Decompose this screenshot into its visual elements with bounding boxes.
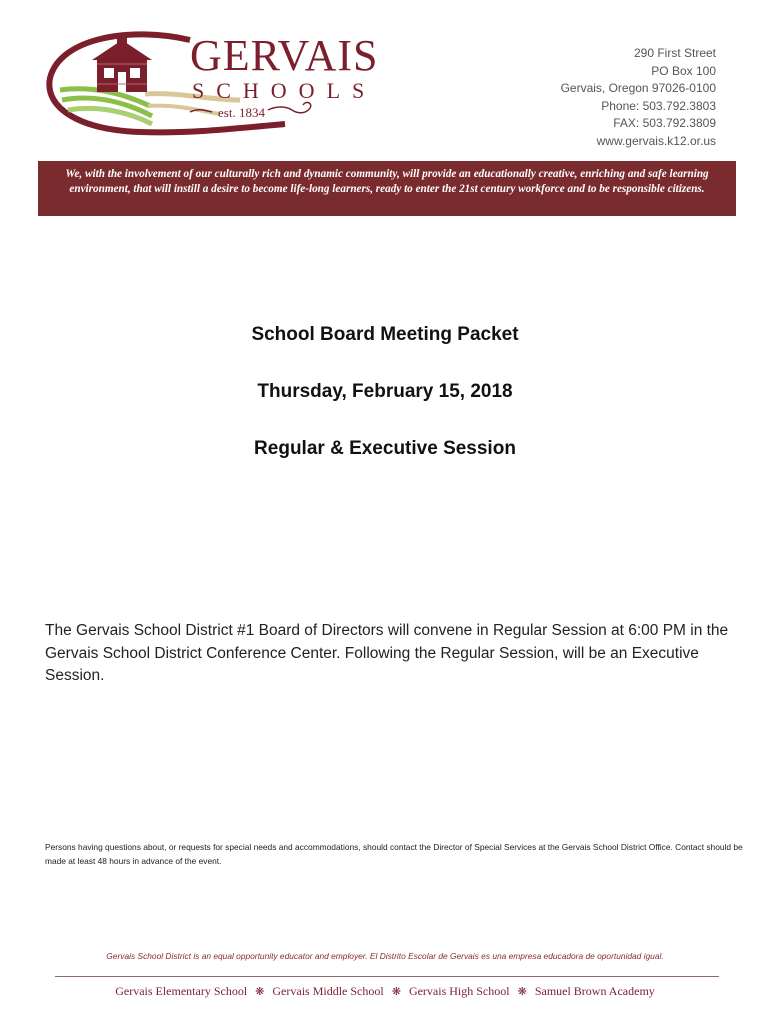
schools-footer bbox=[0, 984, 770, 999]
footer-school-middle: Gervais Middle School bbox=[272, 984, 384, 998]
logo-established: est. 1834 bbox=[218, 105, 265, 120]
logo-word-gervais: GERVAIS bbox=[190, 31, 379, 80]
address-fax: FAX: 503.792.3809 bbox=[613, 116, 716, 130]
address-website[interactable]: www.gervais.k12.or.us bbox=[596, 133, 716, 148]
footer-school-high: Gervais High School bbox=[408, 984, 510, 998]
separator-icon: ❋ bbox=[255, 986, 265, 998]
footer-school-elementary: Gervais Elementary School bbox=[115, 984, 248, 998]
address-po-box: PO Box 100 bbox=[651, 63, 716, 78]
address-street: 290 First Street bbox=[633, 46, 716, 60]
address-phone: Phone: 503.792.3803 bbox=[601, 98, 716, 113]
separator-icon: ❋ bbox=[391, 986, 401, 998]
meeting-date: Thursday, February 15, 2018 bbox=[257, 381, 513, 402]
packet-title: School Board Meeting Packet bbox=[251, 324, 519, 345]
district-address bbox=[561, 45, 716, 150]
equal-opportunity-statement: Gervais School District is an equal opportunity educator and employer. El Distrito Escolar de Gervais es una empresa educadora de oportunidad igual. bbox=[106, 951, 664, 961]
logo-word-schools: SCHOOLS bbox=[192, 78, 377, 103]
separator-icon: ❋ bbox=[517, 986, 527, 998]
session-type: Regular & Executive Session bbox=[254, 438, 516, 459]
meeting-notice: The Gervais School District #1 Board of Directors will convene in Regular Session at 6:00 PM in the Gervais School District Conference Center. Following the Regular Session, will be an Executive Session. bbox=[45, 622, 729, 684]
footer-divider bbox=[55, 976, 719, 977]
accommodations-note: Persons having questions about, or requests for special needs and accommodations, should contact the Director of Special Services at the Gervais School District Office. Contact should be made at least 48 hours in advance of the event. bbox=[45, 842, 743, 866]
mission-statement: We, with the involvement of our culturally rich and dynamic community, will provide an educationally creative, enriching and safe learning environment, that will instill a desire to become life-long learners, ready to enter the 21st century workforce and to be responsible citizens. bbox=[38, 161, 736, 216]
address-city: Gervais, Oregon 97026-0100 bbox=[560, 81, 716, 95]
district-logo bbox=[40, 28, 379, 138]
footer-school-academy: Samuel Brown Academy bbox=[534, 984, 655, 998]
